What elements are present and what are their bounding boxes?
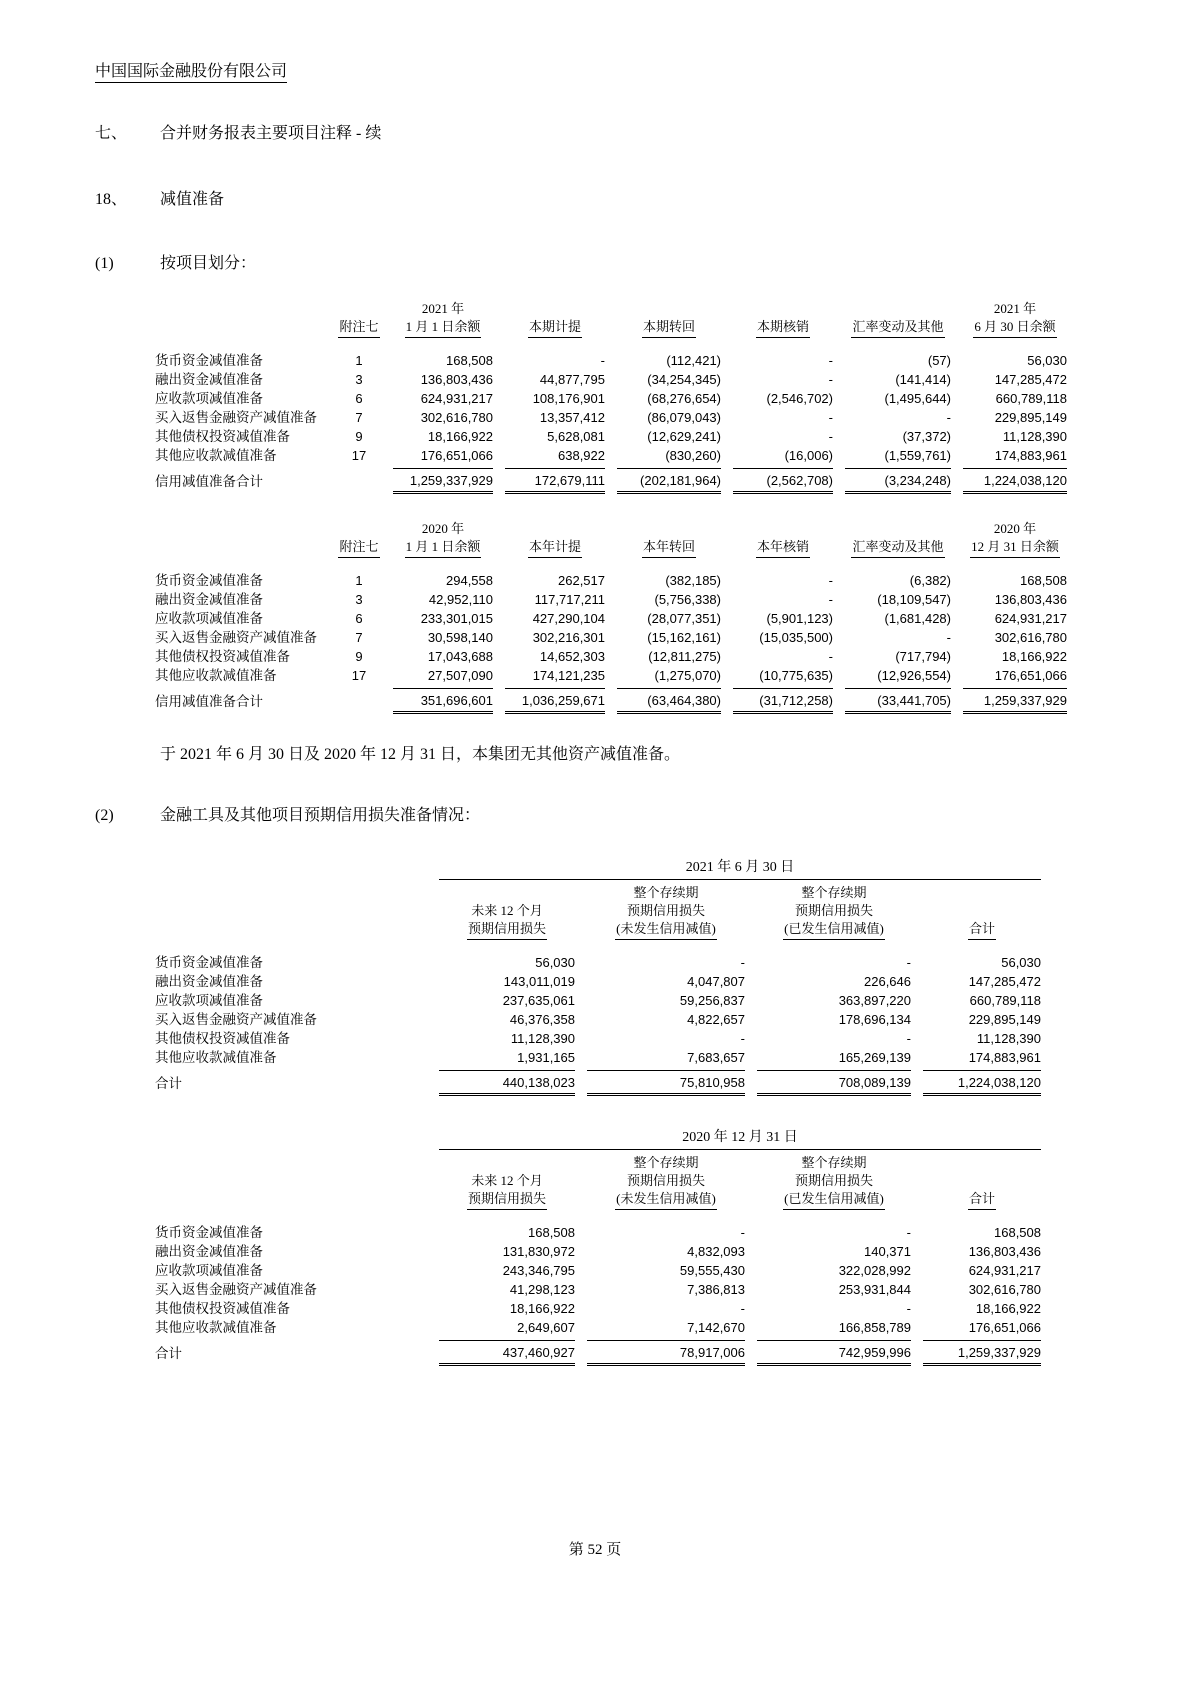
cell-opening-balance: 176,651,066 [420,448,493,463]
total-label: 合计 [155,1076,182,1091]
cell-total: 56,030 [1001,955,1041,970]
cell-total: 11,128,390 [976,1031,1041,1046]
col-header-lifetime-not-impaired: 整个存续期 预期信用损失 (未发生信用减值) [587,884,745,940]
cell-provision: 44,877,795 [539,372,605,387]
table-row [155,1261,1095,1280]
col-header-reversal: 本期转回 [617,318,721,338]
row-label: 其他债权投资减值准备 [155,1031,290,1046]
cell-closing-balance: 302,616,780 [994,630,1067,645]
cell-closing-balance: 176,651,066 [994,668,1067,683]
ecl-table-2020-total [155,1340,1095,1366]
row-label: 其他应收款减值准备 [155,1050,277,1065]
total-provision: 172,679,111 [505,468,605,494]
cell-lifetime-impaired: 165,269,139 [838,1050,911,1065]
cell-reversal: (382,185) [665,573,721,588]
table-row [155,1010,1095,1029]
cell-opening-balance: 624,931,217 [420,391,493,406]
table-row [155,590,1095,609]
col-header-12m-ecl: 未来 12 个月 预期信用损失 [439,902,575,940]
ecl-table-2021-total [155,1070,1095,1096]
movement-table-2021-total [155,468,1095,494]
cell-lifetime-impaired: - [906,1225,911,1240]
col-header-reversal: 本年转回 [617,538,721,558]
cell-provision: 13,357,412 [539,410,605,425]
cell-total: 624,931,217 [968,1263,1041,1278]
cell-writeoff: (5,901,123) [766,611,833,626]
subsection-1-number: (1) [95,255,114,272]
total-lifetime-impaired: 708,089,139 [757,1070,911,1096]
col-header-writeoff: 本期核销 [733,318,833,338]
movement-table-2021-body [155,351,1095,465]
page-number: 第 52 页 [568,1542,622,1558]
cell-12m-ecl: 11,128,390 [510,1031,575,1046]
cell-provision: 5,628,081 [547,429,605,444]
subsection-2-number: (2) [95,807,114,824]
cell-12m-ecl: 18,166,922 [509,1301,575,1316]
table-row [155,1299,1095,1318]
cell-total: 660,789,118 [969,993,1041,1008]
cell-writeoff: - [828,573,833,588]
cell-note-ref: 9 [355,429,363,444]
cell-lifetime-not-impaired: - [740,1031,745,1046]
cell-closing-balance: 136,803,436 [994,592,1067,607]
cell-reversal: (34,254,345) [647,372,721,387]
cell-reversal: (830,260) [665,448,721,463]
cell-lifetime-not-impaired: 59,256,837 [679,993,745,1008]
total-12m-ecl: 440,138,023 [439,1070,575,1096]
movement-table-2020-header [155,520,1095,558]
cell-lifetime-not-impaired: 7,683,657 [687,1050,745,1065]
row-label: 货币资金减值准备 [155,955,263,970]
cell-provision: 638,922 [558,448,605,463]
cell-writeoff: (16,006) [784,448,833,463]
cell-lifetime-not-impaired: - [740,1301,745,1316]
cell-lifetime-not-impaired: 4,832,093 [687,1244,745,1259]
cell-note-ref: 3 [355,592,363,607]
total-writeoff: (31,712,258) [733,688,833,714]
cell-lifetime-not-impaired: 4,822,657 [687,1012,745,1027]
cell-opening-balance: 27,507,090 [427,668,493,683]
cell-writeoff: - [828,353,833,368]
cell-provision: 262,517 [558,573,605,588]
row-label: 融出资金减值准备 [155,974,263,989]
cell-reversal: (12,629,241) [647,429,721,444]
cell-opening-balance: 168,508 [446,353,493,368]
row-label: 货币资金减值准备 [155,353,263,368]
cell-opening-balance: 136,803,436 [420,372,493,387]
cell-total: 174,883,961 [968,1050,1041,1065]
col-header-lifetime-not-impaired: 整个存续期 预期信用损失 (未发生信用减值) [587,1154,745,1210]
table-row [155,1242,1095,1261]
cell-opening-balance: 17,043,688 [427,649,493,664]
col-header-opening: 2020 年 1 月 1 日余额 [393,520,493,558]
total-fx-other: (33,441,705) [845,688,951,714]
total-fx-other: (3,234,248) [845,468,951,494]
ecl-table-2021-title-rule [439,879,1041,880]
cell-lifetime-impaired: - [906,955,911,970]
table-row [155,647,1095,666]
cell-total: 229,895,149 [968,1012,1041,1027]
cell-provision: 174,121,235 [532,668,605,683]
total-writeoff: (2,562,708) [733,468,833,494]
row-label: 应收款项减值准备 [155,993,263,1008]
row-label: 其他债权投资减值准备 [155,429,290,444]
cell-writeoff: - [828,372,833,387]
total-opening-balance: 1,259,337,929 [393,468,493,494]
row-label: 买入返售金融资产减值准备 [155,630,317,645]
col-header-provision: 本期计提 [505,318,605,338]
cell-writeoff: (15,035,500) [759,630,833,645]
cell-reversal: (68,276,654) [647,391,721,406]
cell-opening-balance: 233,301,015 [420,611,493,626]
total-closing-balance: 1,259,337,929 [963,688,1067,714]
cell-12m-ecl: 1,931,165 [517,1050,575,1065]
cell-lifetime-not-impaired: 59,555,430 [679,1263,745,1278]
ecl-table-2021 [155,858,1095,1096]
cell-12m-ecl: 237,635,061 [502,993,575,1008]
company-name: 中国国际金融股份有限公司 [95,62,1095,82]
ecl-table-2020-title-rule [439,1149,1041,1150]
cell-12m-ecl: 143,011,019 [503,974,575,989]
table-row [155,571,1095,590]
subsection-1-heading [95,254,1095,274]
movement-table-2020-total [155,688,1095,714]
cell-opening-balance: 42,952,110 [428,592,493,607]
row-label: 应收款项减值准备 [155,611,263,626]
cell-fx-other: (37,372) [902,429,951,444]
col-header-opening: 2021 年 1 月 1 日余额 [393,300,493,338]
table-row [155,609,1095,628]
table-row [155,446,1095,465]
cell-note-ref: 1 [355,353,363,368]
cell-note-ref: 9 [355,649,363,664]
cell-lifetime-not-impaired: 7,386,813 [687,1282,745,1297]
cell-opening-balance: 18,166,922 [427,429,493,444]
cell-total: 18,166,922 [975,1301,1041,1316]
section-number: 七、 [95,125,128,142]
total-total: 1,259,337,929 [923,1340,1041,1366]
table-row [155,1280,1095,1299]
cell-note-ref: 17 [351,668,367,683]
subsection-1-title: 按项目划分： [160,255,257,272]
cell-closing-balance: 168,508 [1020,573,1067,588]
movement-table-2020-body [155,571,1095,685]
cell-reversal: (28,077,351) [647,611,721,626]
cell-closing-balance: 11,128,390 [1002,429,1067,444]
movement-table-2020 [155,520,1095,714]
cell-note-ref: 7 [355,630,363,645]
total-closing-balance: 1,224,038,120 [963,468,1067,494]
cell-reversal: (5,756,338) [654,592,721,607]
row-label: 其他应收款减值准备 [155,668,277,683]
total-reversal: (202,181,964) [617,468,721,494]
cell-12m-ecl: 168,508 [528,1225,575,1240]
table-row [155,666,1095,685]
cell-note-ref: 6 [355,391,363,406]
cell-provision: 117,717,211 [534,592,605,607]
row-label: 买入返售金融资产减值准备 [155,410,317,425]
total-lifetime-not-impaired: 75,810,958 [587,1070,745,1096]
col-header-writeoff: 本年核销 [733,538,833,558]
table-row [155,370,1095,389]
row-label: 融出资金减值准备 [155,592,263,607]
row-label: 其他应收款减值准备 [155,1320,277,1335]
cell-12m-ecl: 2,649,607 [517,1320,575,1335]
cell-reversal: (15,162,161) [647,630,721,645]
cell-fx-other: (717,794) [895,649,951,664]
table-row [155,1048,1095,1067]
cell-fx-other: (1,681,428) [884,611,951,626]
col-header-note: 附注七 [337,538,381,558]
note-title: 减值准备 [160,191,225,208]
cell-note-ref: 3 [355,372,363,387]
cell-writeoff: - [828,649,833,664]
cell-closing-balance: 229,895,149 [994,410,1067,425]
total-label: 信用减值准备合计 [155,474,263,489]
cell-closing-balance: 660,789,118 [995,391,1067,406]
cell-12m-ecl: 56,030 [535,955,575,970]
table-row [155,991,1095,1010]
section-heading [95,124,1095,144]
subsection-2-title: 金融工具及其他项目预期信用损失准备情况： [160,807,481,824]
no-other-impairment-note: 于 2021 年 6 月 30 日及 2020 年 12 月 31 日，本集团无其他资产减值准备。 [160,746,681,763]
cell-total: 136,803,436 [968,1244,1041,1259]
total-label: 信用减值准备合计 [155,694,263,709]
row-label: 应收款项减值准备 [155,1263,263,1278]
cell-lifetime-impaired: 140,371 [864,1244,911,1259]
movement-table-2021-header [155,300,1095,338]
note-number: 18、 [95,191,128,208]
cell-12m-ecl: 243,346,795 [502,1263,575,1278]
cell-provision: 427,290,104 [532,611,605,626]
col-header-total: 合计 [923,1190,1041,1210]
cell-lifetime-impaired: 178,696,134 [838,1012,911,1027]
cell-lifetime-impaired: 166,858,789 [838,1320,911,1335]
table-row [155,628,1095,647]
ecl-table-2020-title: 2020 年 12 月 31 日 [682,1130,798,1145]
row-label: 应收款项减值准备 [155,391,263,406]
cell-fx-other: (12,926,554) [877,668,951,683]
cell-reversal: (112,421) [666,353,721,368]
col-header-lifetime-impaired: 整个存续期 预期信用损失 (已发生信用减值) [757,1154,911,1210]
row-label: 融出资金减值准备 [155,1244,263,1259]
cell-provision: 14,652,303 [539,649,605,664]
row-label: 买入返售金融资产减值准备 [155,1012,317,1027]
cell-provision: 302,216,301 [532,630,605,645]
cell-fx-other: - [946,630,951,645]
cell-12m-ecl: 46,376,358 [509,1012,575,1027]
total-provision: 1,036,259,671 [505,688,605,714]
total-reversal: (63,464,380) [617,688,721,714]
cell-note-ref: 6 [355,611,363,626]
row-label: 买入返售金融资产减值准备 [155,1282,317,1297]
cell-reversal: (12,811,275) [648,649,721,664]
cell-total: 176,651,066 [968,1320,1041,1335]
table-row [155,427,1095,446]
table-row [155,408,1095,427]
cell-lifetime-impaired: 226,646 [864,974,911,989]
cell-fx-other: (18,109,547) [877,592,951,607]
cell-lifetime-not-impaired: 4,047,807 [687,974,745,989]
row-label: 其他债权投资减值准备 [155,649,290,664]
cell-closing-balance: 18,166,922 [1001,649,1067,664]
total-opening-balance: 351,696,601 [393,688,493,714]
table-row [155,972,1095,991]
col-header-closing: 2021 年 6 月 30 日余额 [963,300,1067,338]
col-header-closing: 2020 年 12 月 31 日余额 [963,520,1067,558]
col-header-12m-ecl: 未来 12 个月 预期信用损失 [439,1172,575,1210]
table-row [155,1223,1095,1242]
cell-fx-other: (57) [927,353,951,368]
cell-writeoff: (2,546,702) [766,391,833,406]
cell-fx-other: (141,414) [895,372,951,387]
table-row [155,351,1095,370]
cell-lifetime-not-impaired: - [740,955,745,970]
cell-total: 147,285,472 [968,974,1041,989]
cell-12m-ecl: 131,830,972 [502,1244,575,1259]
table-row [155,1318,1095,1337]
total-total: 1,224,038,120 [923,1070,1041,1096]
cell-writeoff: - [828,410,833,425]
cell-lifetime-not-impaired: - [740,1225,745,1240]
subsection-2-heading [95,806,1095,826]
cell-reversal: (1,275,070) [654,668,721,683]
cell-lifetime-impaired: 253,931,844 [838,1282,911,1297]
col-header-fx: 汇率变动及其他 [845,538,951,558]
cell-fx-other: - [946,410,951,425]
total-12m-ecl: 437,460,927 [439,1340,575,1366]
cell-closing-balance: 147,285,472 [994,372,1067,387]
col-header-note: 附注七 [337,318,381,338]
ecl-table-2021-header [155,884,1095,940]
cell-writeoff: - [828,592,833,607]
ecl-table-2020 [155,1128,1095,1366]
cell-opening-balance: 30,598,140 [427,630,493,645]
table-row [155,1029,1095,1048]
cell-closing-balance: 624,931,217 [994,611,1067,626]
cell-closing-balance: 174,883,961 [994,448,1067,463]
movement-table-2021 [155,300,1095,494]
table-row [155,953,1095,972]
row-label: 货币资金减值准备 [155,573,263,588]
col-header-fx: 汇率变动及其他 [845,318,951,338]
total-label: 合计 [155,1346,182,1361]
ecl-table-2020-header [155,1154,1095,1210]
cell-12m-ecl: 41,298,123 [509,1282,575,1297]
row-label: 其他债权投资减值准备 [155,1301,290,1316]
cell-note-ref: 1 [355,573,363,588]
row-label: 融出资金减值准备 [155,372,263,387]
cell-provision: 108,176,901 [532,391,605,406]
cell-lifetime-impaired: - [906,1031,911,1046]
cell-note-ref: 17 [351,448,367,463]
cell-total: 168,508 [994,1225,1041,1240]
row-label: 其他应收款减值准备 [155,448,277,463]
col-header-provision: 本年计提 [505,538,605,558]
ecl-table-2020-body [155,1223,1095,1337]
ecl-table-2021-body [155,953,1095,1067]
cell-lifetime-impaired: 322,028,992 [838,1263,911,1278]
table-row [155,389,1095,408]
cell-opening-balance: 294,558 [446,573,493,588]
cell-lifetime-not-impaired: 7,142,670 [687,1320,745,1335]
cell-reversal: (86,079,043) [647,410,721,425]
cell-writeoff: (10,775,635) [759,668,833,683]
cell-closing-balance: 56,030 [1027,353,1067,368]
total-lifetime-impaired: 742,959,996 [757,1340,911,1366]
row-label: 货币资金减值准备 [155,1225,263,1240]
total-lifetime-not-impaired: 78,917,006 [587,1340,745,1366]
cell-opening-balance: 302,616,780 [420,410,493,425]
cell-total: 302,616,780 [968,1282,1041,1297]
note-heading [95,190,1095,210]
cell-provision: - [600,353,605,368]
cell-note-ref: 7 [355,410,363,425]
cell-lifetime-impaired: 363,897,220 [838,993,911,1008]
cell-lifetime-impaired: - [906,1301,911,1316]
cell-fx-other: (1,495,644) [884,391,951,406]
cell-writeoff: - [828,429,833,444]
col-header-total: 合计 [923,920,1041,940]
ecl-table-2021-title: 2021 年 6 月 30 日 [685,860,795,875]
section-title: 合并财务报表主要项目注释 - 续 [160,125,382,142]
cell-fx-other: (1,559,761) [884,448,951,463]
col-header-lifetime-impaired: 整个存续期 预期信用损失 (已发生信用减值) [757,884,911,940]
cell-fx-other: (6,382) [909,573,951,588]
